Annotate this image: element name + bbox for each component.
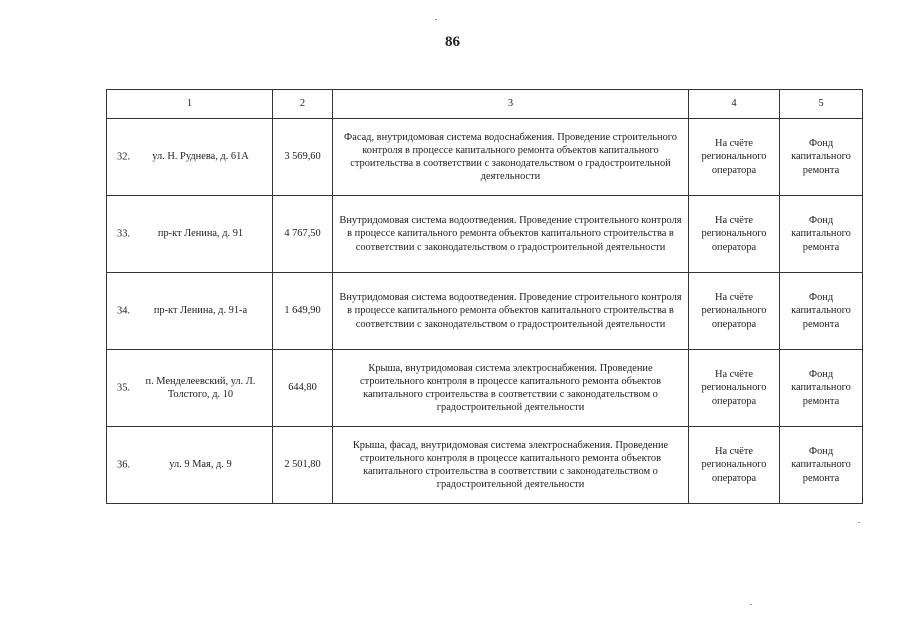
table-row — [107, 196, 863, 273]
header-cell-3: 3 — [333, 90, 689, 119]
scan-speck — [435, 19, 437, 20]
address-text: пр-кт Ленина, д. 91-а — [153, 305, 248, 317]
address-cell — [107, 196, 273, 273]
header-cell-5: 5 — [780, 90, 863, 119]
area-cell: 4 767,50 — [273, 196, 333, 273]
source-cell: Фонд капитального ремонта — [780, 119, 863, 196]
table-row — [107, 119, 863, 196]
executor-cell: На счёте регионального оператора — [689, 196, 780, 273]
area-cell: 644,80 — [273, 350, 333, 427]
row-number: 33. — [117, 228, 130, 240]
source-cell: Фонд капитального ремонта — [780, 273, 863, 350]
scan-speck — [858, 522, 860, 523]
address-cell — [107, 119, 273, 196]
table-row — [107, 273, 863, 350]
row-number: 35. — [117, 382, 130, 394]
executor-cell: На счёте регионального оператора — [689, 350, 780, 427]
row-number: 34. — [117, 305, 130, 317]
description-cell: Крыша, внутридомовая система электроснабжения. Проведение строительного контроля в процессе капитального ремонта объектов капитального строительства в соответствии с законодательством о градостроительной деятельности — [333, 350, 689, 427]
address-cell — [107, 273, 273, 350]
row-number: 32. — [117, 151, 130, 163]
table-row — [107, 350, 863, 427]
description-cell: Крыша, фасад, внутридомовая система электроснабжения. Проведение строительного контроля в процессе капитального ремонта объектов капитального строительства в соответствии с законодательством о градостроительной деятельности — [333, 427, 689, 504]
description-cell: Внутридомовая система водоотведения. Проведение строительного контроля в процессе капитального ремонта объектов капитального строительства в соответствии с законодательством о градостроительной деятельности — [333, 273, 689, 350]
description-cell: Внутридомовая система водоотведения. Проведение строительного контроля в процессе капитального ремонта объектов капитального строительства в соответствии с законодательством о градостроительной деятельности — [333, 196, 689, 273]
table-row — [107, 427, 863, 504]
address-cell — [107, 350, 273, 427]
header-cell-2: 2 — [273, 90, 333, 119]
executor-cell: На счёте регионального оператора — [689, 273, 780, 350]
description-cell: Фасад, внутридомовая система водоснабжения. Проведение строительного контроля в процессе капитального ремонта объектов капитального строительства в соответствии с законодательством о градостроительной деятельности — [333, 119, 689, 196]
executor-cell: На счёте регионального оператора — [689, 427, 780, 504]
address-text: пр-кт Ленина, д. 91 — [157, 228, 244, 240]
source-cell: Фонд капитального ремонта — [780, 350, 863, 427]
address-text: ул. 9 Мая, д. 9 — [169, 459, 232, 471]
header-row — [107, 90, 863, 119]
address-text: ул. Н. Руднева, д. 61А — [152, 151, 249, 163]
header-cell-4: 4 — [689, 90, 780, 119]
header-cell-1: 1 — [107, 90, 273, 119]
source-cell: Фонд капитального ремонта — [780, 196, 863, 273]
row-number: 36. — [117, 459, 130, 471]
address-text: п. Менделеевский, ул. Л. Толстого, д. 10 — [145, 375, 256, 400]
scan-speck — [750, 604, 752, 605]
area-cell: 2 501,80 — [273, 427, 333, 504]
address-cell — [107, 427, 273, 504]
source-cell: Фонд капитального ремонта — [780, 427, 863, 504]
area-cell: 3 569,60 — [273, 119, 333, 196]
page-number: 86 — [445, 34, 460, 50]
executor-cell: На счёте регионального оператора — [689, 119, 780, 196]
area-cell: 1 649,90 — [273, 273, 333, 350]
repair-table — [106, 89, 863, 504]
